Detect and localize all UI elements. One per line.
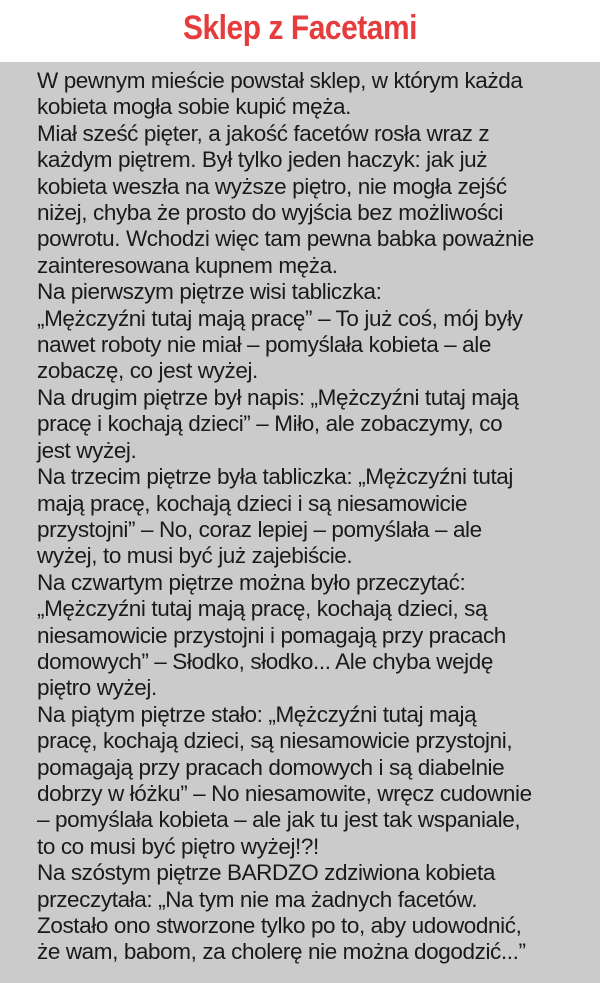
- text-line: pomagają przy pracach domowych i są diabelnie: [37, 754, 505, 780]
- joke-text-block: [37, 68, 593, 966]
- text-line: powrotu. Wchodzi więc tam pewna babka poważnie: [37, 226, 534, 252]
- text-line: jest wyżej.: [37, 437, 137, 463]
- text-line: Na pierwszym piętrze wisi tabliczka:: [37, 279, 382, 305]
- text-line: nawet roboty nie miał – pomyślała kobieta – ale: [37, 332, 491, 358]
- text-line: „Mężczyźni tutaj mają pracę” – To już coś, mój były: [37, 305, 523, 331]
- text-line: Na czwartym piętrze można było przeczytać:: [37, 569, 466, 595]
- text-line: kobieta mogła sobie kupić męża.: [37, 94, 352, 120]
- text-line: Na szóstym piętrze BARDZO zdziwiona kobieta: [37, 860, 495, 886]
- text-line: pracę, kochają dzieci, są niesamowicie przystojni,: [37, 728, 513, 754]
- text-line: piętro wyżej.: [37, 675, 157, 701]
- text-line: że wam, babom, za cholerę nie można dogodzić...”: [37, 939, 526, 965]
- text-line: – pomyślała kobieta – ale jak tu jest tak wspaniale,: [37, 807, 521, 833]
- text-line: wyżej, to musi być już zajebiście.: [37, 543, 353, 569]
- text-line: niesamowicie przystojni i pomagają przy pracach: [37, 622, 506, 648]
- text-line: W pewnym mieście powstał sklep, w którym każda: [37, 68, 523, 93]
- text-line: przystojni” – No, coraz lepiej – pomyślała – ale: [37, 516, 482, 542]
- text-line: przeczytała: „Na tym nie ma żadnych facetów.: [37, 886, 478, 912]
- text-line: Miał sześć pięter, a jakość facetów rosła wraz z: [37, 120, 490, 146]
- text-line: niżej, chyba że prosto do wyjścia bez możliwości: [37, 200, 504, 226]
- text-line: każdym piętrem. Był tylko jeden haczyk: jak już: [37, 147, 488, 173]
- text-line: domowych” – Słodko, słodko... Ale chyba wejdę: [37, 648, 494, 674]
- page-title: Sklep z Facetami: [182, 8, 418, 47]
- text-line: to co musi być piętro wyżej!?!: [37, 833, 319, 859]
- text-line: zainteresowana kupnem męża.: [37, 252, 338, 278]
- text-line: kobieta weszła na wyższe piętro, nie mogła zejść: [37, 173, 507, 199]
- text-line: pracę i kochają dzieci” – Miło, ale zobaczymy, co: [37, 411, 503, 437]
- title-banner: [0, 0, 600, 62]
- text-line: Zostało ono stworzone tylko po to, aby udowodnić,: [37, 913, 522, 938]
- text-line: „Mężczyźni tutaj mają pracę, kochają dzieci, są: [37, 596, 488, 622]
- text-line: Na trzecim piętrze była tabliczka: „Mężczyźni tutaj: [37, 464, 514, 490]
- text-line: Na piątym piętrze stało: „Mężczyźni tutaj mają: [37, 701, 477, 727]
- text-line: mają pracę, kochają dzieci i są niesamowicie: [37, 490, 468, 516]
- text-line: dobrzy w łóżku” – No niesamowite, wręcz cudownie: [37, 780, 532, 806]
- text-line: zobaczę, co jest wyżej.: [37, 358, 258, 384]
- text-line: Na drugim piętrze był napis: „Mężczyźni tutaj mają: [37, 384, 519, 410]
